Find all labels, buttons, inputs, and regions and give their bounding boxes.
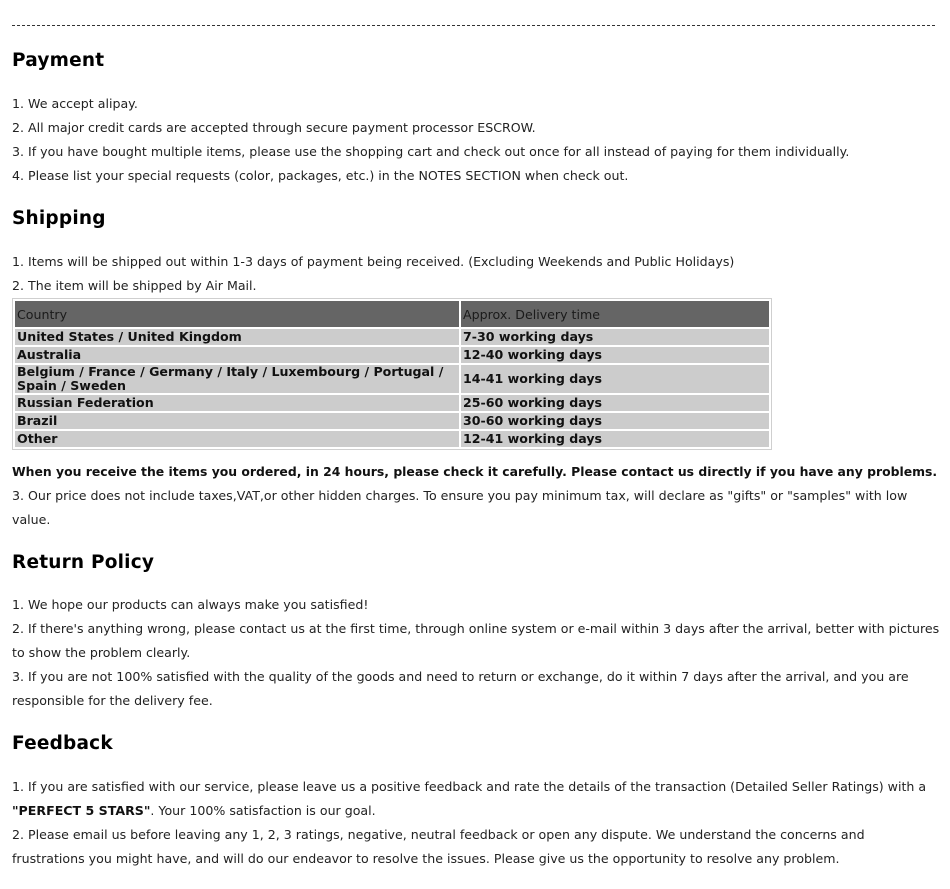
feedback-heading: Feedback	[12, 733, 113, 754]
delivery-time-cell: 30-60 working days	[461, 413, 769, 429]
return-policy-item: 2. If there's anything wrong, please contact us at the first time, through online system or e-mail within 3 days after the arrival, better with pictures to show the problem clearly.	[12, 621, 940, 660]
country-cell: Brazil	[15, 413, 459, 429]
country-cell: Australia	[15, 347, 459, 363]
shipping-item: 1. Items will be shipped out within 1-3 days of payment being received. (Excluding Weekends and Public Holidays)	[12, 254, 735, 269]
country-cell: Russian Federation	[15, 395, 459, 411]
delivery-time-cell: 12-41 working days	[461, 431, 769, 447]
table-row	[15, 413, 769, 429]
payment-heading: Payment	[12, 50, 105, 71]
table-header-row	[15, 301, 769, 327]
country-cell: Other	[15, 431, 459, 447]
inspection-notice: When you receive the items you ordered, in 24 hours, please check it carefully. Please contact us directly if you have any problems.	[12, 464, 938, 479]
feedback-item1-suffix: . Your 100% satisfaction is our goal.	[150, 803, 376, 818]
table-row	[15, 431, 769, 447]
delivery-time-cell: 14-41 working days	[461, 365, 769, 393]
delivery-time-cell: 25-60 working days	[461, 395, 769, 411]
perfect-5-stars-text: "PERFECT 5 STARS"	[12, 803, 151, 818]
delivery-time-cell: 7-30 working days	[461, 329, 769, 345]
shipping-item: 3. Our price does not include taxes,VAT,or other hidden charges. To ensure you pay minimum tax, will declare as "gifts" or "samples" with low value.	[12, 488, 908, 527]
feedback-item: 2. Please email us before leaving any 1, 2, 3 ratings, negative, neutral feedback or open any dispute. We understand the concerns and frustrations you might have, and will do our endeavor to resolve the issues. Please give us the opportunity to resolve any problem.	[12, 827, 865, 866]
delivery-time-table	[12, 298, 772, 450]
return-policy-heading: Return Policy	[12, 552, 155, 573]
delivery-time-cell: 12-40 working days	[461, 347, 769, 363]
country-cell: Belgium / France / Germany / Italy / Luxembourg / Portugal / Spain / Sweden	[15, 365, 459, 393]
dashed-divider	[12, 25, 935, 26]
table-row	[15, 365, 769, 393]
payment-item: 3. If you have bought multiple items, please use the shopping cart and check out once for all instead of paying for them individually.	[12, 144, 850, 159]
column-header-delivery-time: Approx. Delivery time	[461, 301, 769, 327]
shipping-heading: Shipping	[12, 208, 106, 229]
country-cell: United States / United Kingdom	[15, 329, 459, 345]
column-header-country: Country	[15, 301, 459, 327]
payment-item: 1. We accept alipay.	[12, 96, 138, 111]
table-row	[15, 395, 769, 411]
return-policy-item: 1. We hope our products can always make you satisfied!	[12, 597, 369, 612]
feedback-item1-text: 1. If you are satisfied with our service, please leave us a positive feedback and rate the details of the transaction (Detailed Seller Ratings) with a	[12, 779, 927, 794]
shipping-item: 2. The item will be shipped by Air Mail.	[12, 278, 257, 293]
payment-item: 2. All major credit cards are accepted through secure payment processor ESCROW.	[12, 120, 536, 135]
table-row	[15, 347, 769, 363]
return-policy-item: 3. If you are not 100% satisfied with the quality of the goods and need to return or exchange, do it within 7 days after the arrival, and you are responsible for the delivery fee.	[12, 669, 909, 708]
feedback-item	[12, 775, 932, 823]
payment-item: 4. Please list your special requests (color, packages, etc.) in the NOTES SECTION when check out.	[12, 168, 629, 183]
table-row	[15, 329, 769, 345]
